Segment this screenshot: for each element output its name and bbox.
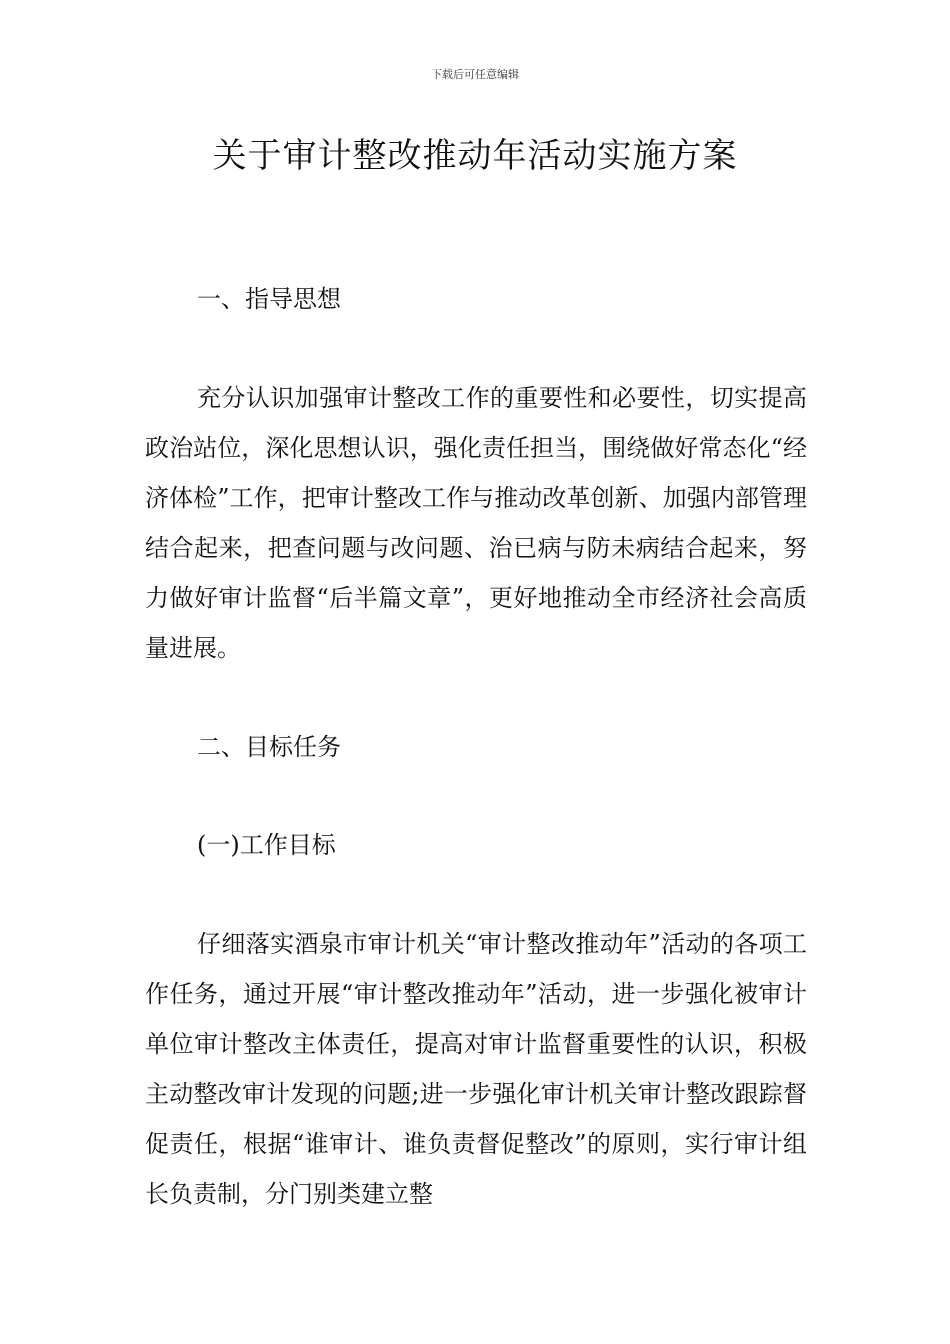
section-heading-guiding-ideology: 一、指导思想: [197, 285, 341, 313]
header-note: 下载后可任意编辑: [431, 68, 519, 81]
paragraph-work-goals: 仔细落实酒泉市审计机关“审计整改推动年”活动的各项工作任务，通过开展“审计整改推动年”活动，进一步强化被审计单位审计整改主体责任，提高对审计监督重要性的认识，积极主动整改审计发现的问题;进一步强化审计机关审计整改跟踪督促责任，根据“谁审计、谁负责督促整改”的原则，实行审计组长负责制，分门别类建立整: [145, 930, 807, 1208]
section-heading-goals-tasks: 二、目标任务: [197, 733, 341, 761]
subheading-work-goals: (一)工作目标: [197, 831, 336, 859]
document-title: 关于审计整改推动年活动实施方案: [212, 136, 738, 176]
paragraph-guiding-ideology: 充分认识加强审计整改工作的重要性和必要性，切实提高政治站位，深化思想认识，强化责任担当，围绕做好常态化“经济体检”工作，把审计整改工作与推动改革创新、加强内部管理结合起来，把查问题与改问题、治已病与防未病结合起来，努力做好审计监督“后半篇文章”，更好地推动全市经济社会高质量进展。: [145, 384, 807, 662]
